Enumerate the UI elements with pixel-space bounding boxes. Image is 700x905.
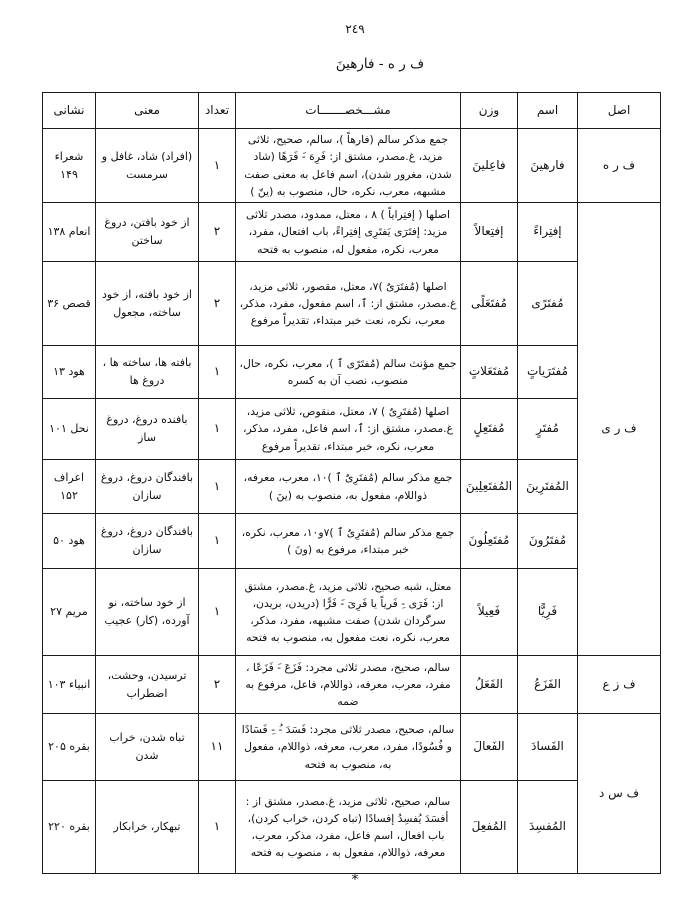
cell-mani: بافندگان دروغ، دروغ سازان xyxy=(96,514,199,569)
cell-vazn: المُفعِلَ xyxy=(461,781,518,874)
table-row xyxy=(43,262,661,346)
cell-moshakhasat: جمع مذكر سالم (مُفتَرِىٌ ٱ )١٠، معرب، معرفه، ذواللام، مفعول به، منصوب به (ينَ ) xyxy=(236,460,461,514)
cell-tedad: ۱ xyxy=(199,346,236,399)
concordance-table xyxy=(42,92,661,874)
table-row xyxy=(43,346,661,399)
cell-tedad: ۱ xyxy=(199,129,236,203)
cell-esm: مُفتَرَياتٍ xyxy=(518,346,578,399)
cell-mani: بافنده دروغ، دروغ ساز xyxy=(96,399,199,460)
cell-moshakhasat: اصلها (مُفتَرِىٌ ) ٧، معتل، منقوص، ثلاثى مزيد، غ.مصدر، مشتق از: ٱ، اسم فاعل، مفرد، مذكر، معرب، نكره، خبر مبتداء، تقديراً مرفوع xyxy=(236,399,461,460)
cell-vazn: مُفتَعِلٍ xyxy=(461,399,518,460)
cell-asl: ف ر ى xyxy=(578,203,661,656)
cell-neshani: هود ۱۳ xyxy=(43,346,96,399)
cell-neshani: نحل ۱۰۱ xyxy=(43,399,96,460)
header-moshakhasat: مشـــخصـــــــات xyxy=(236,93,461,129)
cell-tedad: ۱ xyxy=(199,514,236,569)
cell-esm: المُفتَرِينَ xyxy=(518,460,578,514)
header-asl: اصل xyxy=(578,93,661,129)
page-number: ٢٤٩ xyxy=(345,22,365,36)
cell-esm: الفَزَعُ xyxy=(518,656,578,714)
cell-neshani: بقره ۲۲۰ xyxy=(43,781,96,874)
table-row xyxy=(43,399,661,460)
header-vazn: وزن xyxy=(461,93,518,129)
cell-moshakhasat: سالم، صحيح، مصدر ثلاثى مجرد: فَسَدَ -ُ -ِ فَسَادًا و فُسُودًا، مفرد، معرب، معرفه، ذواللام، مفعول به، منصوب به فتحه xyxy=(236,714,461,781)
cell-esm: مُفتَرُونَ xyxy=(518,514,578,569)
cell-tedad: ۲ xyxy=(199,656,236,714)
table-row xyxy=(43,656,661,714)
table-row xyxy=(43,569,661,656)
cell-vazn: مُفتَعِلُونَ xyxy=(461,514,518,569)
cell-vazn: مُفتَعَلًى xyxy=(461,262,518,346)
cell-moshakhasat: جمع مؤنث سالم (مُفتَرًى ٱ )، معرب، نكره، حال، منصوب، نصب آن به كسره xyxy=(236,346,461,399)
cell-neshani: مريم ۲۷ xyxy=(43,569,96,656)
cell-moshakhasat: جمع مذكر سالم (فارهاً )، سالم، صحيح، ثلاثى مزيد، غ.مصدر، مشتق از: فَرِهَ -َ فَرَهًا (شاد شدن، مغرور شدن)، اسم فاعل به معنى صفت مشبهه، معرب، نكره، حال، منصوب به (ينّ ) xyxy=(236,129,461,203)
cell-esm: إفتِراءً xyxy=(518,203,578,262)
cell-moshakhasat: جمع مذكر سالم (مُفتَرِىٌ ٱ )٧و١٠، معرب، نكره، خبر مبتداء، مرفوع به (ونَ ) xyxy=(236,514,461,569)
cell-vazn: فَعِيلاً xyxy=(461,569,518,656)
cell-mani: تباه شدن، خراب شدن xyxy=(96,714,199,781)
cell-mani: ترسيدن، وحشت، اضطراب xyxy=(96,656,199,714)
table-row xyxy=(43,460,661,514)
cell-neshani: شعراء ۱۴۹ xyxy=(43,129,96,203)
cell-mani: از خود بافته، از خود ساخته، مجعول xyxy=(96,262,199,346)
cell-tedad: ۱ xyxy=(199,569,236,656)
cell-tedad: ۱ xyxy=(199,460,236,514)
cell-mani: از خود بافتن، دروغ ساختن xyxy=(96,203,199,262)
header-mani: معنى xyxy=(96,93,199,129)
cell-esm: المُفسِدَ xyxy=(518,781,578,874)
cell-esm: مُفتَرًى xyxy=(518,262,578,346)
cell-vazn: فاعِلينَ xyxy=(461,129,518,203)
cell-vazn: الفَعَلُ xyxy=(461,656,518,714)
cell-mani: (افراد) شاد، غافل و سرمست xyxy=(96,129,199,203)
cell-tedad: ۱ xyxy=(199,781,236,874)
cell-vazn: المُفتَعِلِينَ xyxy=(461,460,518,514)
cell-vazn: مُفتَعَلاتٍ xyxy=(461,346,518,399)
cell-neshani: انعام ۱۳۸ xyxy=(43,203,96,262)
table-row xyxy=(43,514,661,569)
cell-neshani: بقره ۲۰۵ xyxy=(43,714,96,781)
cell-tedad: ۲ xyxy=(199,203,236,262)
cell-esm: مُفتَرٍ xyxy=(518,399,578,460)
header-neshani: نشانى xyxy=(43,93,96,129)
cell-esm: فَرِيًّا xyxy=(518,569,578,656)
cell-neshani: انبياء ۱۰۳ xyxy=(43,656,96,714)
cell-neshani: هود ۵۰ xyxy=(43,514,96,569)
header-tedad: تعداد xyxy=(199,93,236,129)
cell-moshakhasat: معتل، شبه صحيح، ثلاثى مزيد، غ.مصدر، مشتق از: فَرَى -ِ فَرياً يا فَرِىَ -َ فَرًّا (دريدن، بريدن، سرگردان شدن) صفت مشبهه، مفرد، مذكر، معرب، نكره، نعت مفعول به، منصوب به فتحه xyxy=(236,569,461,656)
cell-moshakhasat: سالم، صحيح، ثلاثى مزيد، غ.مصدر، مشتق از : أفسَدَ يُفسِدُ إفسادًا (تباه كردن، خراب كردن)، باب افعال، اسم فاعل، مفرد، مذكر، معرب، معرفه، ذواللام، مفعول به ، منصوب به فتحه xyxy=(236,781,461,874)
cell-vazn: إفتِعالاً xyxy=(461,203,518,262)
header-row xyxy=(43,93,661,129)
cell-moshakhasat: اصلها ( إفتِراياً ) ٨ ، معتل، ممدود، مصدر ثلاثى مزيد: إفتَرَى يَفتَرِى إفتِراءً، باب افتعال، مفرد، معرب، نكره، مفعول له، منصوب به فتحه xyxy=(236,203,461,262)
cell-moshakhasat: اصلها (مُفتَرَىٌ )٧، معتل، مقصور، ثلاثى مزيد، غ.مصدر، مشتق از: ٱ، اسم مفعول، مفرد، مذكر، معرب، نكره، نعت خبر مبتداء، تقديراً مرفوع xyxy=(236,262,461,346)
cell-esm: فارهينَ xyxy=(518,129,578,203)
header-esm: اسم xyxy=(518,93,578,129)
cell-tedad: ۱۱ xyxy=(199,714,236,781)
cell-mani: بافته ها، ساخته ها ، دروغ ها xyxy=(96,346,199,399)
cell-mani: تبهكار، خرابكار xyxy=(96,781,199,874)
cell-neshani: اعراف ۱۵۲ xyxy=(43,460,96,514)
cell-asl: ف ز ع xyxy=(578,656,661,714)
cell-neshani: قصص ۳۶ xyxy=(43,262,96,346)
cell-tedad: ۲ xyxy=(199,262,236,346)
cell-mani: از خود ساخته، نو آورده، (كار) عجيب xyxy=(96,569,199,656)
cell-vazn: الفَعالَ xyxy=(461,714,518,781)
table-row xyxy=(43,203,661,262)
cell-asl: ف ر ه xyxy=(578,129,661,203)
page-title: ف ر ه - فارهينَ xyxy=(335,56,425,72)
cell-asl: ف س د xyxy=(578,714,661,874)
cell-tedad: ۱ xyxy=(199,399,236,460)
table-row xyxy=(43,714,661,781)
cell-mani: بافندگان دروغ، دروغ سازان xyxy=(96,460,199,514)
table-row xyxy=(43,781,661,874)
footer-asterisk: * xyxy=(351,872,359,888)
cell-esm: الفَسادَ xyxy=(518,714,578,781)
table-row xyxy=(43,129,661,203)
cell-moshakhasat: سالم، صحيح، مصدر ثلاثى مجرد: فَزَعَ -َ فَزَعًا ، مفرد، معرب، معرفه، ذواللام، فاعل، مرفوع به ضمه xyxy=(236,656,461,714)
